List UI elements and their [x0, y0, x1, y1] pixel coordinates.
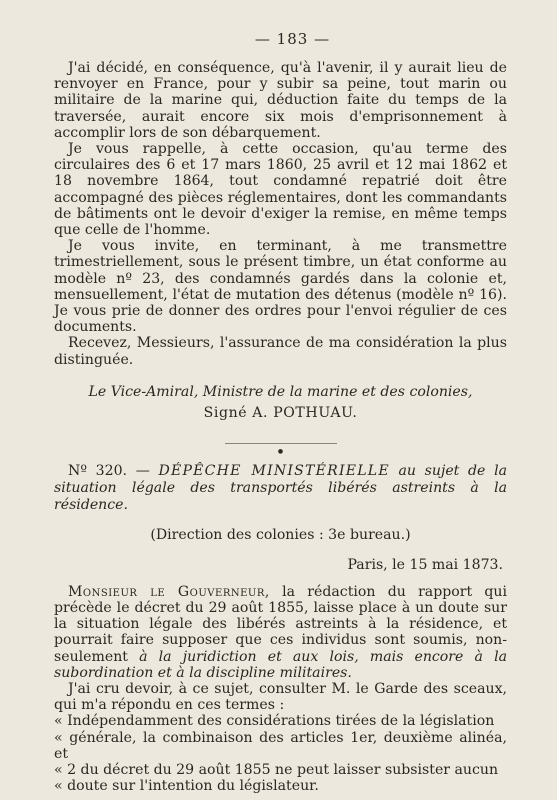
- quote-line-4: « doute sur l'intention du législateur.: [54, 778, 319, 795]
- paragraph-4: Recevez, Messieurs, l'assurance de ma considération la plus distinguée.: [54, 335, 507, 368]
- dateline: Paris, le 15 mai 1873.: [347, 556, 503, 573]
- salutation: Monsieur le Gouverneur,: [68, 583, 270, 600]
- quote-line-3: « 2 du décret du 29 août 1855 ne peut laisser subsister aucun: [54, 762, 499, 779]
- separator-rule: [225, 443, 337, 444]
- section-subject: au sujet de la situation légale des transportés libérés astreints à la résidence.: [54, 462, 507, 513]
- section-title: DÉPÊCHE MINISTÉRIELLE: [158, 462, 390, 479]
- page-number: — 183 —: [254, 30, 331, 48]
- separator-dot: ●: [277, 447, 284, 455]
- quote-line-2: « générale, la combinaison des articles 1er, deuxième alinéa, et: [54, 729, 507, 762]
- body-start: la rédaction du rapport qui précède le décret du 29 août 1855, laisse place à un doute sur la situation légale des libérés astreints à la résidence, et pourrait faire supposer que ces individus sont soumis, non-seulement: [54, 583, 508, 665]
- signature: Signé A. POTHUAU.: [203, 404, 358, 421]
- section-body: [54, 584, 507, 681]
- section-heading: [54, 463, 507, 514]
- paragraph-1: J'ai décidé, en conséquence, qu'à l'avenir, il y aurait lieu de renvoyer en France, pour y subir sa peine, tout marin ou militaire de la marine qui, déduction faite du temps de la traversée, aurait encore six mois d'emprisonnement à accomplir lors de son débarquement.: [54, 60, 507, 141]
- direction-line: (Direction des colonies : 3e bureau.): [150, 526, 411, 543]
- section-paragraph-2: J'ai cru devoir, à ce sujet, consulter M. le Garde des sceaux, qui m'a répondu en ces termes :: [54, 681, 507, 714]
- section-number: Nº 320. —: [68, 462, 150, 479]
- paragraph-2: Je vous rappelle, à cette occasion, qu'au terme des circulaires des 6 et 17 mars 1860, 25 avril et 12 mai 1862 et 18 novembre 1864, tout condamné repatrié doit être accompagné des pièces réglementaires, dont les commandants de bâtiments ont le devoir d'exiger la remise, en même temps que celle de l'homme.: [54, 141, 507, 239]
- signoff: Le Vice-Amiral, Ministre de la marine et des colonies,: [88, 383, 473, 400]
- paragraph-3: Je vous invite, en terminant, à me transmettre trimestriellement, sous le présent timbre, un état conforme au modèle nº 23, des condamnés gardés dans la colonie et, mensuellement, l'état de mutation des détenus (modèle nº 16). Je vous prie de donner des ordres pour l'envoi régulier de ces documents.: [54, 238, 507, 336]
- quote-line-1: « Indépendamment des considérations tirées de la législation: [54, 713, 495, 730]
- body-italic: à la juridiction et aux lois, mais encore à la subordination et à la discipline militaires.: [54, 648, 507, 681]
